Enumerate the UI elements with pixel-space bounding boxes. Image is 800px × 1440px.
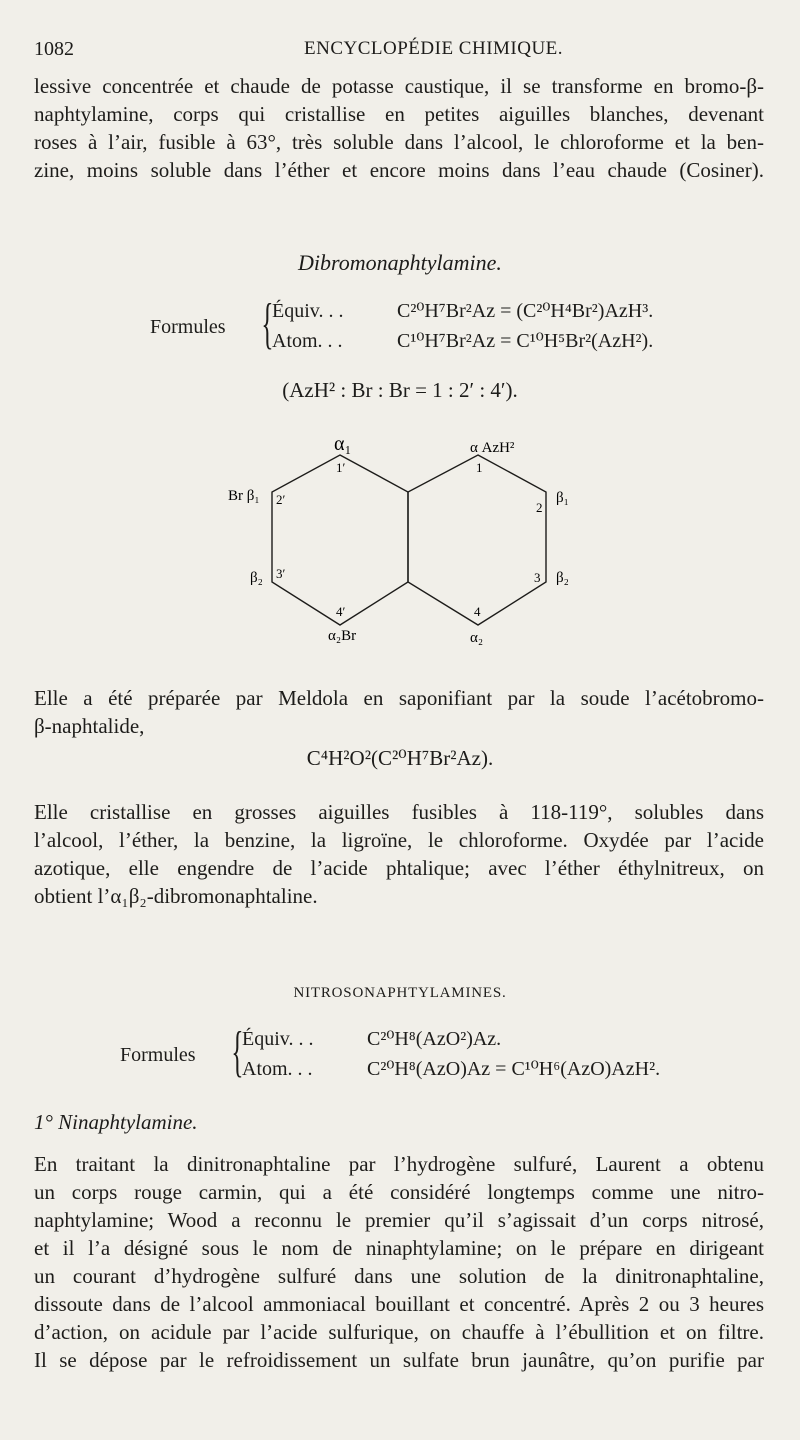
position-ratio: (AzH² : Br : Br = 1 : 2′ : 4′).: [282, 378, 518, 402]
label-num-4: 4: [474, 604, 481, 619]
formula-row-name: Atom. . .: [272, 330, 343, 352]
subheading-ninaphtylamine: 1° Ninaphtylamine.: [34, 1110, 198, 1134]
label-alpha1-left: α₁: [334, 433, 352, 455]
text-line: zine, moins soluble dans l’éther et encore moins dans l’eau chaude (Cosiner).: [34, 158, 764, 182]
text-line: Il se dépose par le refroidissement un sulfate brun jaunâtre, qu’on purifie par: [34, 1348, 764, 1372]
acetyl-formula: C⁴H²O²(C²⁰H⁷Br²Az).: [306, 746, 494, 770]
label-num-2prime: 2′: [276, 492, 286, 507]
section-title-text: NITROSONAPHTYLAMINES.: [293, 985, 507, 1001]
label-alpha-azh2: α AzH²: [470, 440, 515, 456]
text-line: naphtylamine; Wood a reconnu le premier qu’il s’agissait d’un corps nitrosé,: [34, 1208, 764, 1232]
label-num-1: 1: [476, 460, 483, 475]
formulas-label: Formules: [150, 316, 226, 338]
formula-row: [242, 1026, 501, 1051]
running-title: ENCYCLOPÉDIE CHIMIQUE.: [304, 38, 564, 59]
naphthalene-diagram: [200, 430, 600, 660]
left-ring: [272, 455, 408, 625]
right-ring: [408, 455, 546, 625]
text-line: l’alcool, l’éther, la benzine, la ligroïne, le chloroforme. Oxydée par l’acide: [34, 828, 764, 852]
text-line: azotique, elle engendre de l’acide phtalique; avec l’éther éthylnitreux, on: [34, 856, 764, 880]
text-line: Elle a été préparée par Meldola en saponifiant par la soude l’acétobromo-: [34, 686, 764, 710]
text-line: lessive concentrée et chaude de potasse caustique, il se transforme en bromo-β-: [34, 74, 764, 98]
formula-row-name: Équiv. . .: [242, 1028, 314, 1050]
text-line: β-naphtalide,: [34, 714, 145, 738]
text-line: naphtylamine, corps qui cristallise en petites aiguilles blanches, devenant: [34, 102, 764, 126]
text-line: En traitant la dinitronaphtaline par l’hydrogène sulfuré, Laurent a obtenu: [34, 1152, 764, 1176]
formula-row-value: C²⁰H⁸(AzO²)Az.: [367, 1028, 502, 1050]
label-beta2-left: β₂: [250, 570, 263, 586]
label-alpha2-br: α₂Br: [328, 628, 357, 644]
label-beta1-right: β₁: [556, 490, 569, 506]
brace-icon: {: [261, 293, 274, 355]
section-title: [0, 978, 800, 1003]
formula-row: [272, 298, 653, 323]
label-num-2: 2: [536, 500, 543, 515]
label-num-1prime: 1′: [336, 460, 346, 475]
label-num-3prime: 3′: [276, 566, 286, 581]
formulas-label: Formules: [120, 1044, 196, 1066]
page-number: 1082: [34, 38, 74, 60]
label-br-beta1: Br β₁: [228, 488, 260, 504]
text-line: et il l’a désigné sous le nom de ninaphtylamine; on le prépare en dirigeant: [34, 1236, 764, 1260]
label-beta2-right: β₂: [556, 570, 569, 586]
label-alpha2-right: α₂: [470, 630, 484, 646]
text-line: un courant d’hydrogène sulfuré dans une solution de la dinitronaphtaline,: [34, 1264, 764, 1288]
formula-row: [242, 1056, 660, 1081]
formula-row-value: C²⁰H⁷Br²Az = (C²⁰H⁴Br²)AzH³.: [397, 300, 654, 322]
page-header: [34, 38, 760, 66]
formula-row-name: Atom. . .: [242, 1058, 313, 1080]
formula-row-value: C¹⁰H⁷Br²Az = C¹⁰H⁵Br²(AzH²).: [397, 330, 654, 352]
text-line: Elle cristallise en grosses aiguilles fusibles à 118-119°, solubles dans: [34, 800, 764, 824]
brace-icon: {: [231, 1021, 244, 1083]
section-title-text: Dibromonaphtylamine.: [298, 250, 502, 275]
label-num-3: 3: [534, 570, 541, 585]
formula-row: [272, 328, 653, 353]
text-line: roses à l’air, fusible à 63°, très soluble dans l’alcool, le chloroforme et la ben-: [34, 130, 764, 154]
text-line: dissoute dans de l’alcool ammoniacal bouillant et concentré. Après 2 ou 3 heures: [34, 1292, 764, 1316]
label-num-4prime: 4′: [336, 604, 346, 619]
text-line: un corps rouge carmin, qui a été considéré longtemps comme une nitro-: [34, 1180, 764, 1204]
formula-row-value: C²⁰H⁸(AzO)Az = C¹⁰H⁶(AzO)AzH².: [367, 1058, 661, 1080]
formula-row-name: Équiv. . .: [272, 300, 344, 322]
text-line: obtient l’α₁β₂-dibromonaphtaline.: [34, 884, 318, 908]
section-title: [0, 250, 800, 276]
text-line: d’action, on acidule par l’acide sulfurique, on chauffe à l’ébullition et on filtre.: [34, 1320, 764, 1344]
